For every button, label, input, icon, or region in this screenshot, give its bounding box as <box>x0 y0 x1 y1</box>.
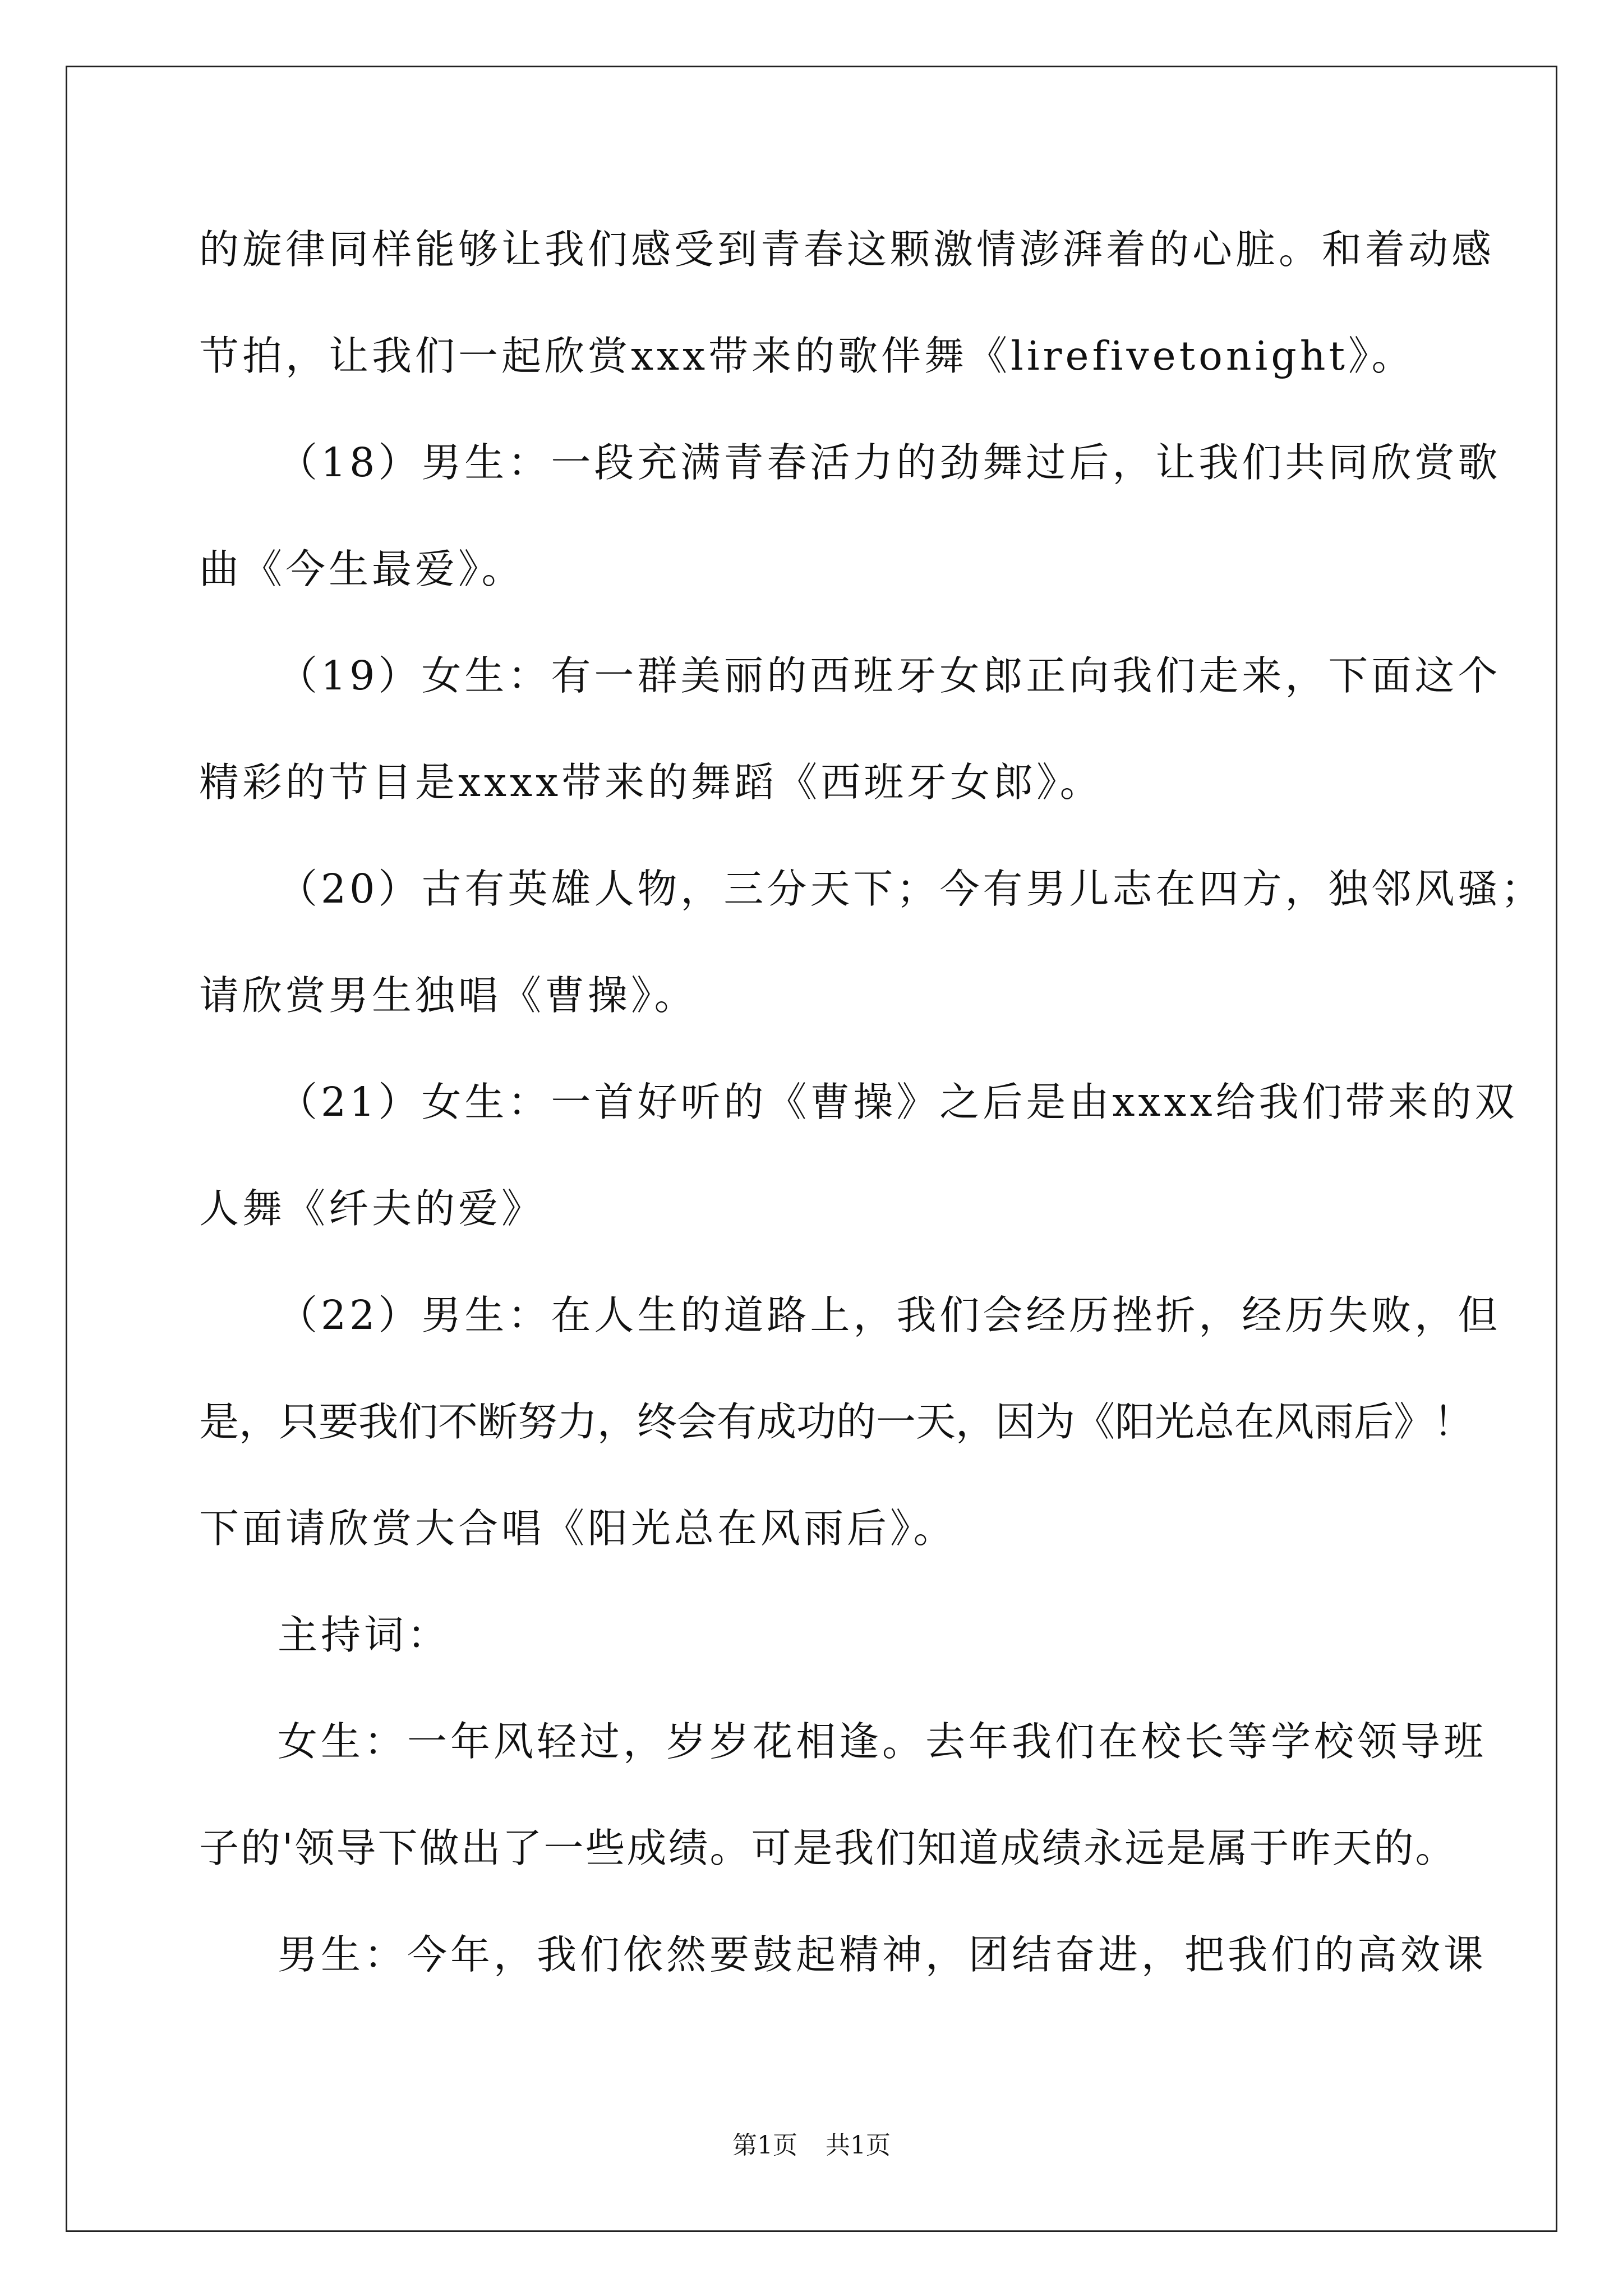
page-number-current: 第1页 <box>732 2131 797 2160</box>
text-line-12: 是，只要我们不断努力，终会有成功的一天，因为《阳光总在风雨后》！ <box>199 1398 1474 1445</box>
text-line-16: 子的'领导下做出了一些成绩。可是我们知道成绩永远是属于昨天的。 <box>199 1825 1457 1871</box>
text-line-7: （20）古有英雄人物，三分天下；今有男儿志在四方，独邻风骚； <box>278 866 1544 912</box>
text-line-1: 的旋律同样能够让我们感受到青春这颗激情澎湃着的心脏。和着动感 <box>199 226 1495 273</box>
text-line-10: 人舞《纤夫的爱》 <box>199 1185 545 1232</box>
text-line-8: 请欣赏男生独唱《曹操》。 <box>199 972 698 1019</box>
page-footer <box>0 2125 1623 2161</box>
text-line-15: 女生：一年风轻过，岁岁花相逢。去年我们在校长等学校领导班 <box>278 1718 1487 1765</box>
text-line-11: （22）男生：在人生的道路上，我们会经历挫折，经历失败，但 <box>278 1292 1501 1338</box>
text-line-2: 节拍，让我们一起欣赏xxx带来的歌伴舞《lirefivetonight》。 <box>199 333 1415 379</box>
text-line-13: 下面请欣赏大合唱《阳光总在风雨后》。 <box>199 1505 957 1552</box>
text-line-9: （21）女生：一首好听的《曹操》之后是由xxxx给我们带来的双 <box>278 1079 1518 1125</box>
text-line-17: 男生：今年，我们依然要鼓起精神，团结奋进，把我们的高效课 <box>278 1931 1487 1978</box>
text-line-4: 曲《今生最爱》。 <box>199 546 525 592</box>
text-line-3: （18）男生：一段充满青春活力的劲舞过后，让我们共同欣赏歌 <box>278 439 1501 486</box>
text-line-6: 精彩的节目是xxxx带来的舞蹈《西班牙女郎》。 <box>199 759 1103 806</box>
page-border <box>66 66 1557 2232</box>
page-number-total: 共1页 <box>826 2131 891 2160</box>
text-line-5: （19）女生：有一群美丽的西班牙女郎正向我们走来，下面这个 <box>278 652 1501 699</box>
text-line-14: 主持词： <box>278 1612 451 1658</box>
